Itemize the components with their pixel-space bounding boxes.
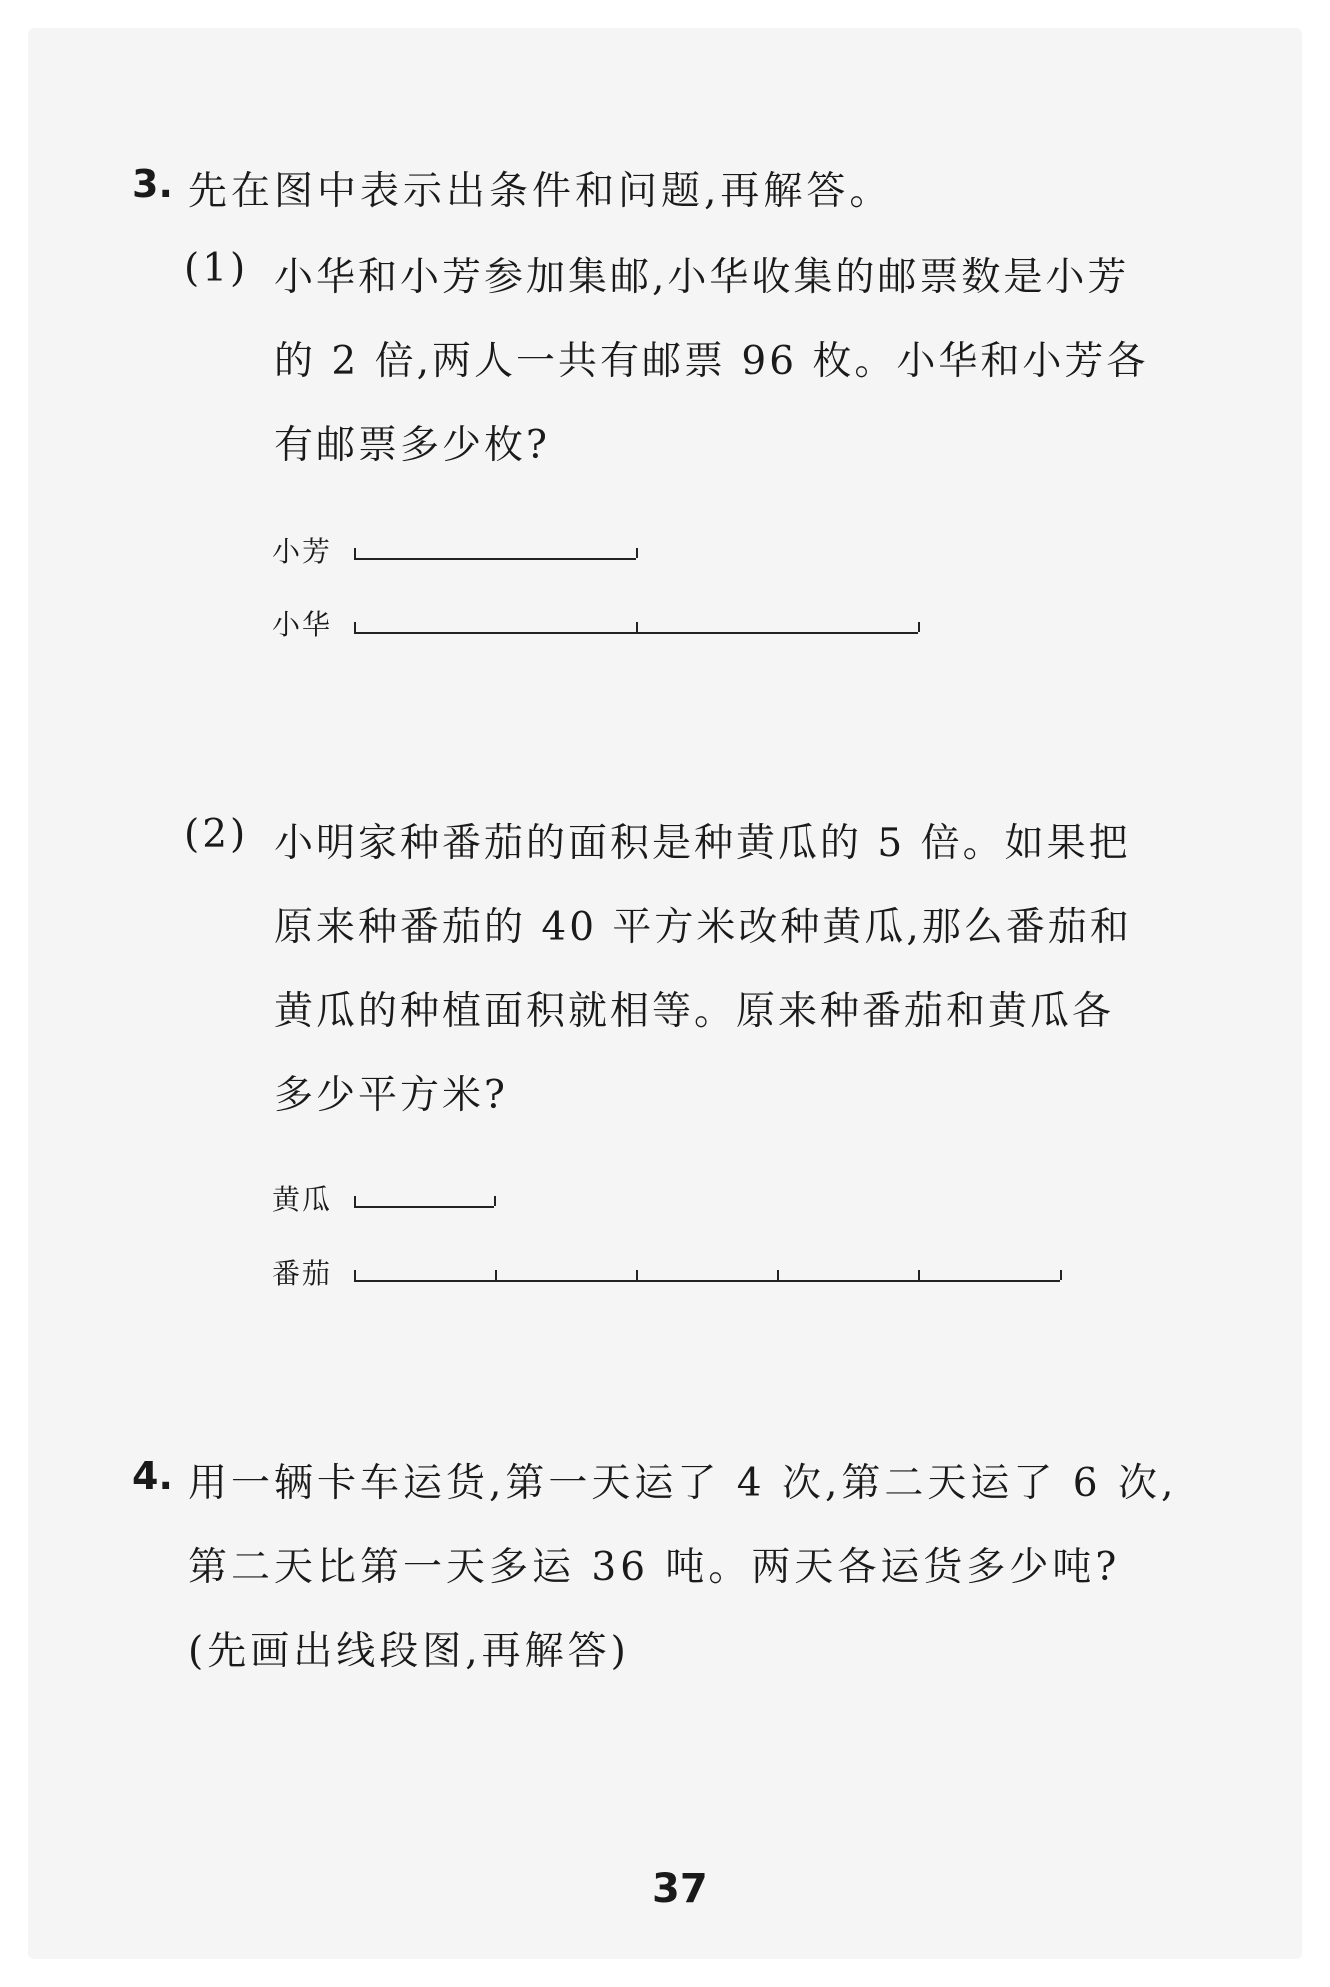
part-2-line-3: 黄瓜的种植面积就相等。原来种番茄和黄瓜各 xyxy=(274,989,1115,1034)
question-3-text: 先在图中表示出条件和问题,再解答。 xyxy=(188,169,893,214)
diagram-1-label-xiaohua: 小华 xyxy=(272,608,333,641)
diagram-2-label-cucumber: 黄瓜 xyxy=(272,1183,333,1216)
part-2-line-4: 多少平方米? xyxy=(274,1073,508,1118)
part-2-marker: (2) xyxy=(184,812,249,857)
page-number: 37 xyxy=(652,1866,708,1912)
question-3-number: 3. xyxy=(132,162,173,206)
part-1-marker: (1) xyxy=(184,246,249,291)
question-4-line-3: (先画出线段图,再解答) xyxy=(188,1629,630,1674)
part-1-line-2: 的 2 倍,两人一共有邮票 96 枚。小华和小芳各 xyxy=(274,339,1149,384)
part-1-line-1: 小华和小芳参加集邮,小华收集的邮票数是小芳 xyxy=(274,255,1130,300)
diagram-1-label-xiaofang: 小芳 xyxy=(272,535,333,568)
part-1-line-3: 有邮票多少枚? xyxy=(274,423,550,468)
part-2-line-1: 小明家种番茄的面积是种黄瓜的 5 倍。如果把 xyxy=(274,821,1131,866)
diagram-2-label-tomato: 番茄 xyxy=(272,1257,333,1290)
question-4-line-2: 第二天比第一天多运 36 吨。两天各运货多少吨? xyxy=(188,1545,1121,1590)
part-2-line-2: 原来种番茄的 40 平方米改种黄瓜,那么番茄和 xyxy=(274,905,1132,950)
question-4-number: 4. xyxy=(132,1454,173,1498)
question-4-line-1: 用一辆卡车运货,第一天运了 4 次,第二天运了 6 次, xyxy=(188,1461,1178,1506)
